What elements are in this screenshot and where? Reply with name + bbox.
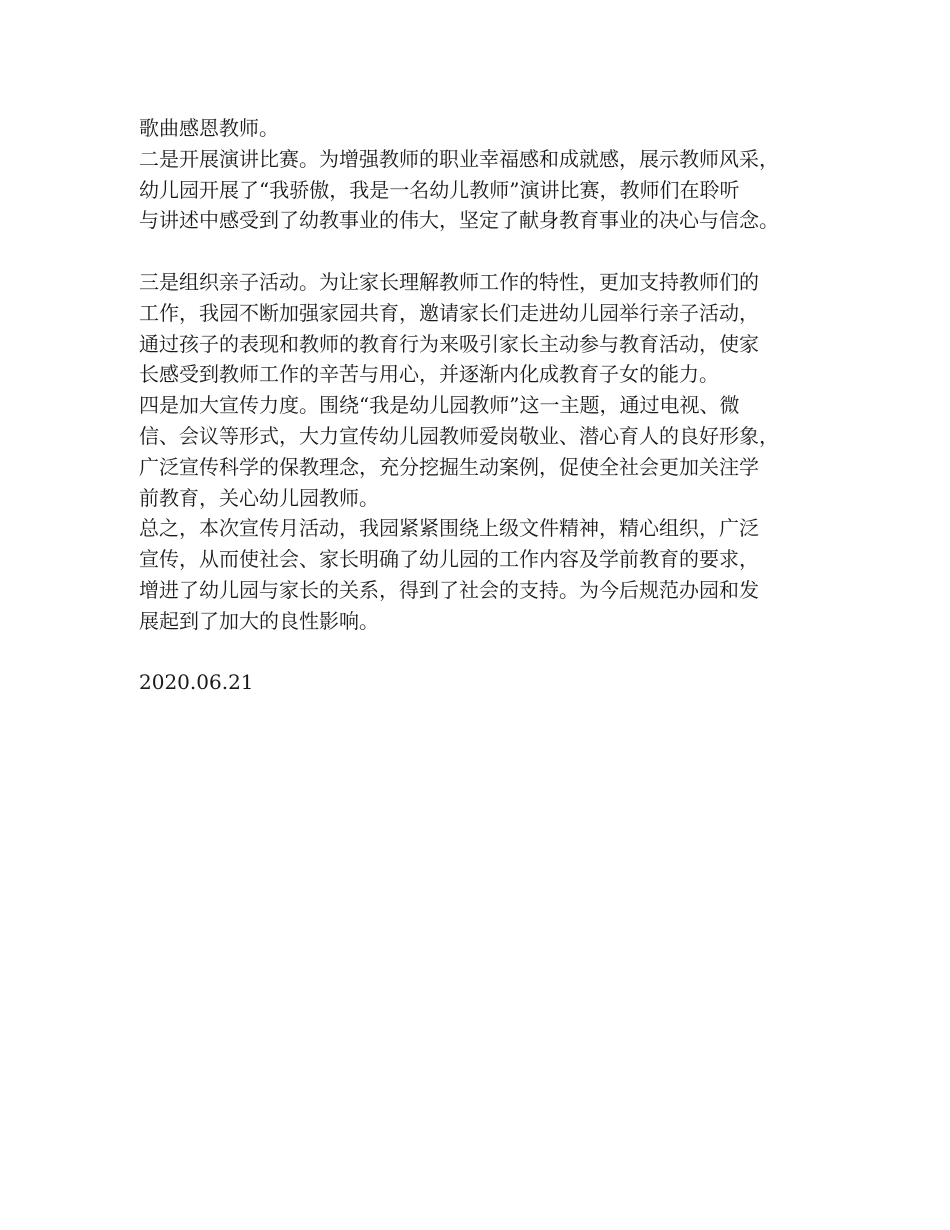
text-line: 通过孩子的表现和教师的教育行为来吸引家长主动参与教育活动，使家 [139, 331, 759, 356]
text-line: 广泛宣传科学的保教理念，充分挖掘生动案例，促使全社会更加关注学 [139, 454, 759, 479]
paragraph-gap [139, 637, 839, 668]
text-line: 工作，我园不断加强家园共育，邀请家长们走进幼儿园举行亲子活动， [139, 300, 759, 325]
text-line: 总之，本次宣传月活动，我园紧紧围绕上级文件精神，精心组织，广泛 [139, 516, 759, 541]
text-line: 信、会议等形式，大力宣传幼儿园教师爱岗敬业、潜心育人的良好形象， [139, 423, 779, 448]
text-line: 幼儿园开展了“我骄傲，我是一名幼儿教师”演讲比赛，教师们在聆听 [139, 177, 740, 202]
text-line: 展起到了加大的良性影响。 [139, 608, 379, 633]
text-line: 歌曲感恩教师。 [139, 116, 279, 140]
document-date: 2020.06.21 [139, 670, 254, 695]
text-line: 宣传，从而使社会、家长明确了幼儿园的工作内容及学前教育的要求， [139, 547, 759, 572]
paragraph-gap [139, 236, 839, 267]
text-line: 长感受到教师工作的辛苦与用心，并逐渐内化成教育子女的能力。 [139, 362, 719, 387]
text-line: 与讲述中感受到了幼教事业的伟大，坚定了献身教育事业的决心与信念。 [139, 208, 779, 233]
document-body [139, 113, 839, 698]
text-line: 四是加大宣传力度。围绕“我是幼儿园教师”这一主题，通过电视、微 [139, 393, 740, 418]
text-line: 前教育，关心幼儿园教师。 [139, 485, 379, 510]
text-line: 三是组织亲子活动。为让家长理解教师工作的特性，更加支持教师们的 [139, 269, 759, 294]
text-line: 增进了幼儿园与家长的关系，得到了社会的支持。为今后规范办园和发 [139, 577, 759, 602]
text-line: 二是开展演讲比赛。为增强教师的职业幸福感和成就感，展示教师风采， [139, 146, 779, 171]
